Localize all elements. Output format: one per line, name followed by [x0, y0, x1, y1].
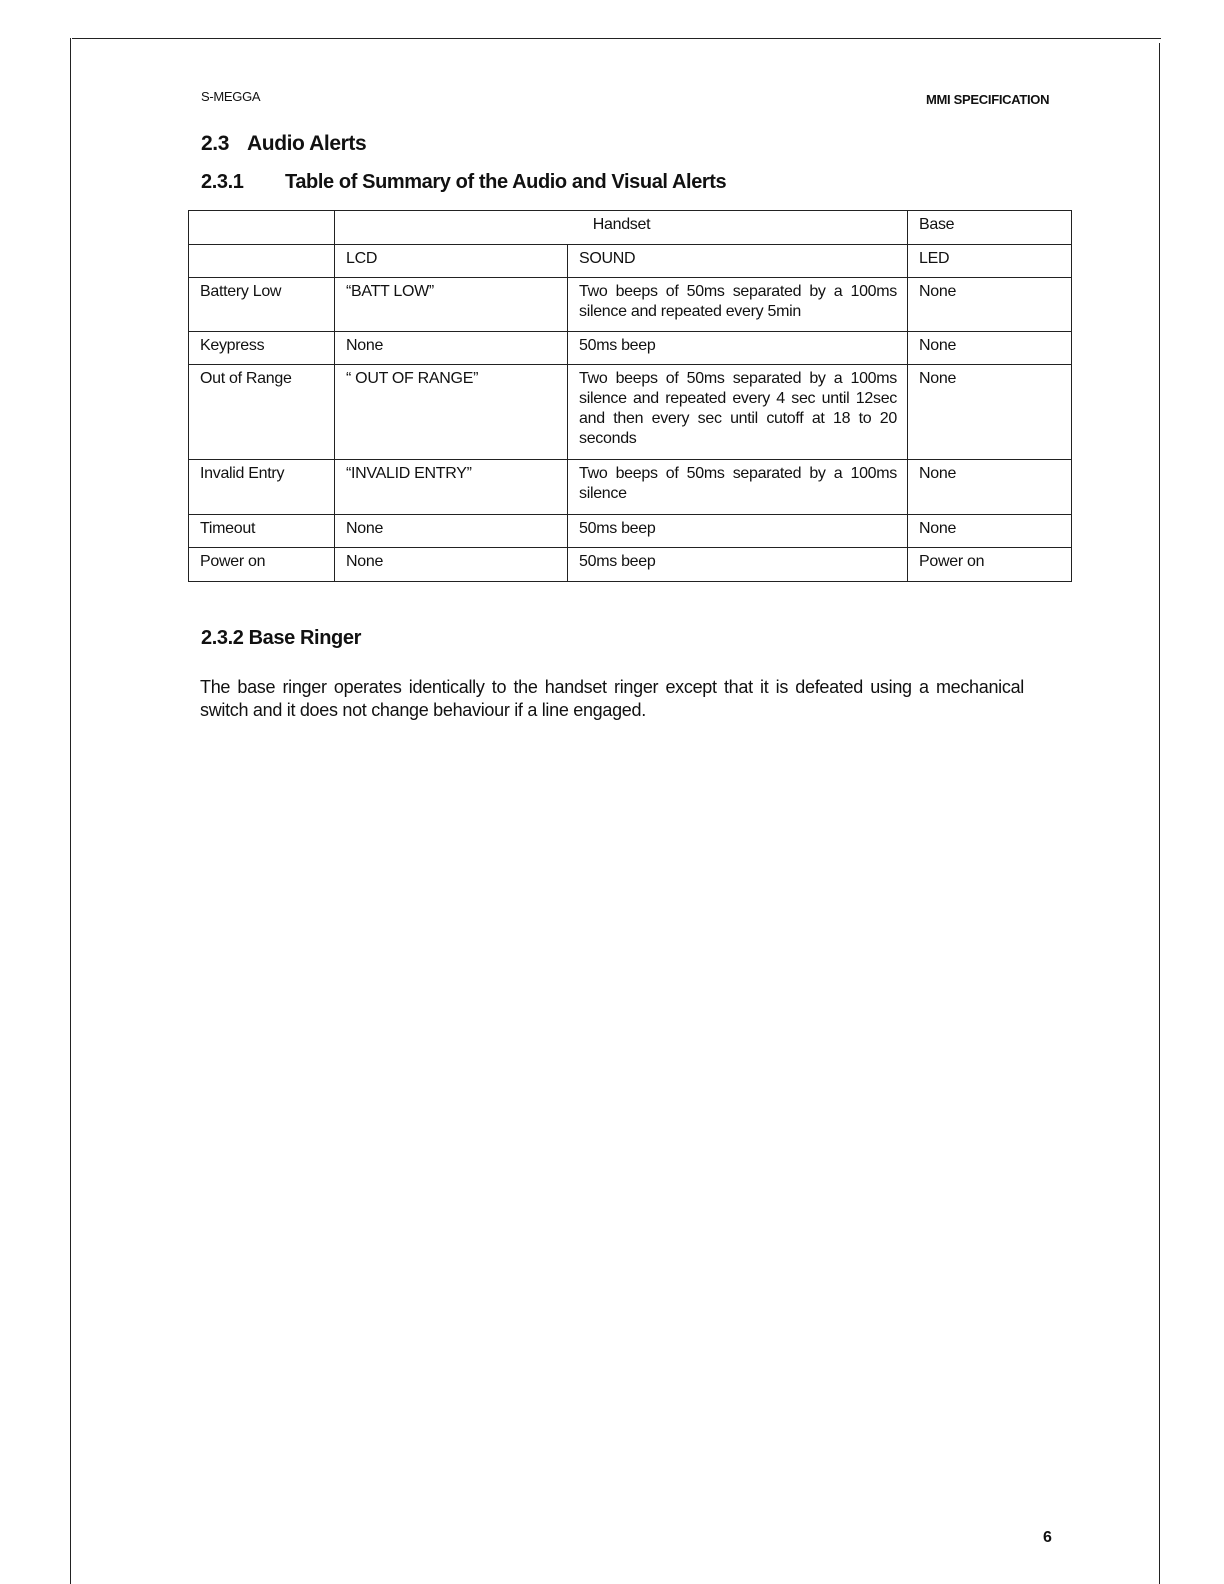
header-base: Base — [908, 211, 1072, 245]
row-sound-text: 50ms beep — [568, 515, 908, 548]
table-row — [189, 460, 1072, 515]
row-alert-name: Timeout — [189, 515, 335, 548]
row-alert-name: Out of Range — [189, 365, 335, 460]
row-lcd-text: “ OUT OF RANGE” — [335, 365, 568, 460]
row-lcd-text: “BATT LOW” — [335, 278, 568, 332]
row-alert-name: Power on — [189, 548, 335, 582]
row-sound-text: Two beeps of 50ms separated by a 100ms silence and repeated every 4 sec until 12sec and then every sec until cutoff at 18 to 20 seconds — [568, 365, 908, 460]
table-row — [189, 515, 1072, 548]
row-lcd-text: None — [335, 548, 568, 582]
row-alert-name: Battery Low — [189, 278, 335, 332]
row-led-text: None — [908, 460, 1072, 515]
row-alert-name: Keypress — [189, 332, 335, 365]
header-led: LED — [908, 245, 1072, 278]
page-number: 6 — [1043, 1529, 1052, 1546]
row-led-text: None — [908, 332, 1072, 365]
table-corner-cell — [189, 211, 335, 245]
page-frame-left — [70, 38, 71, 1584]
page-frame-right — [1159, 43, 1160, 1584]
table-column-header-row — [189, 245, 1072, 278]
header-document-code: S-MEGGA — [201, 89, 261, 104]
header-lcd: LCD — [335, 245, 568, 278]
subsection-heading-base-ringer: 2.3.2 Base Ringer — [201, 627, 361, 649]
row-led-text: None — [908, 515, 1072, 548]
alerts-summary-table — [188, 210, 1072, 582]
base-ringer-paragraph: The base ringer operates identically to the handset ringer except that it is defeated using a mechanical switch and it does not change behaviour if a line engaged. — [200, 677, 1024, 720]
table-row — [189, 278, 1072, 332]
section-heading — [201, 132, 366, 156]
row-led-text: Power on — [908, 548, 1072, 582]
header-handset: Handset — [335, 211, 908, 245]
section-number: 2.3 — [201, 132, 229, 155]
row-sound-text: Two beeps of 50ms separated by a 100ms silence — [568, 460, 908, 515]
row-sound-text: 50ms beep — [568, 332, 908, 365]
row-sound-text: 50ms beep — [568, 548, 908, 582]
page-frame-top — [72, 38, 1161, 39]
subsection-heading-table — [201, 171, 726, 194]
table-empty-cell — [189, 245, 335, 278]
row-led-text: None — [908, 278, 1072, 332]
row-lcd-text: None — [335, 332, 568, 365]
row-alert-name: Invalid Entry — [189, 460, 335, 515]
row-sound-text: Two beeps of 50ms separated by a 100ms silence and repeated every 5min — [568, 278, 908, 332]
subsection-number: 2.3.1 — [201, 171, 244, 193]
header-sound: SOUND — [568, 245, 908, 278]
subsection-title: Table of Summary of the Audio and Visual Alerts — [285, 171, 727, 193]
table-group-header-row — [189, 211, 1072, 245]
table-row — [189, 365, 1072, 460]
table-row — [189, 548, 1072, 582]
header-document-title: MMI SPECIFICATION — [926, 92, 1050, 107]
section-title: Audio Alerts — [247, 132, 367, 155]
row-led-text: None — [908, 365, 1072, 460]
row-lcd-text: None — [335, 515, 568, 548]
row-lcd-text: “INVALID ENTRY” — [335, 460, 568, 515]
table-row — [189, 332, 1072, 365]
